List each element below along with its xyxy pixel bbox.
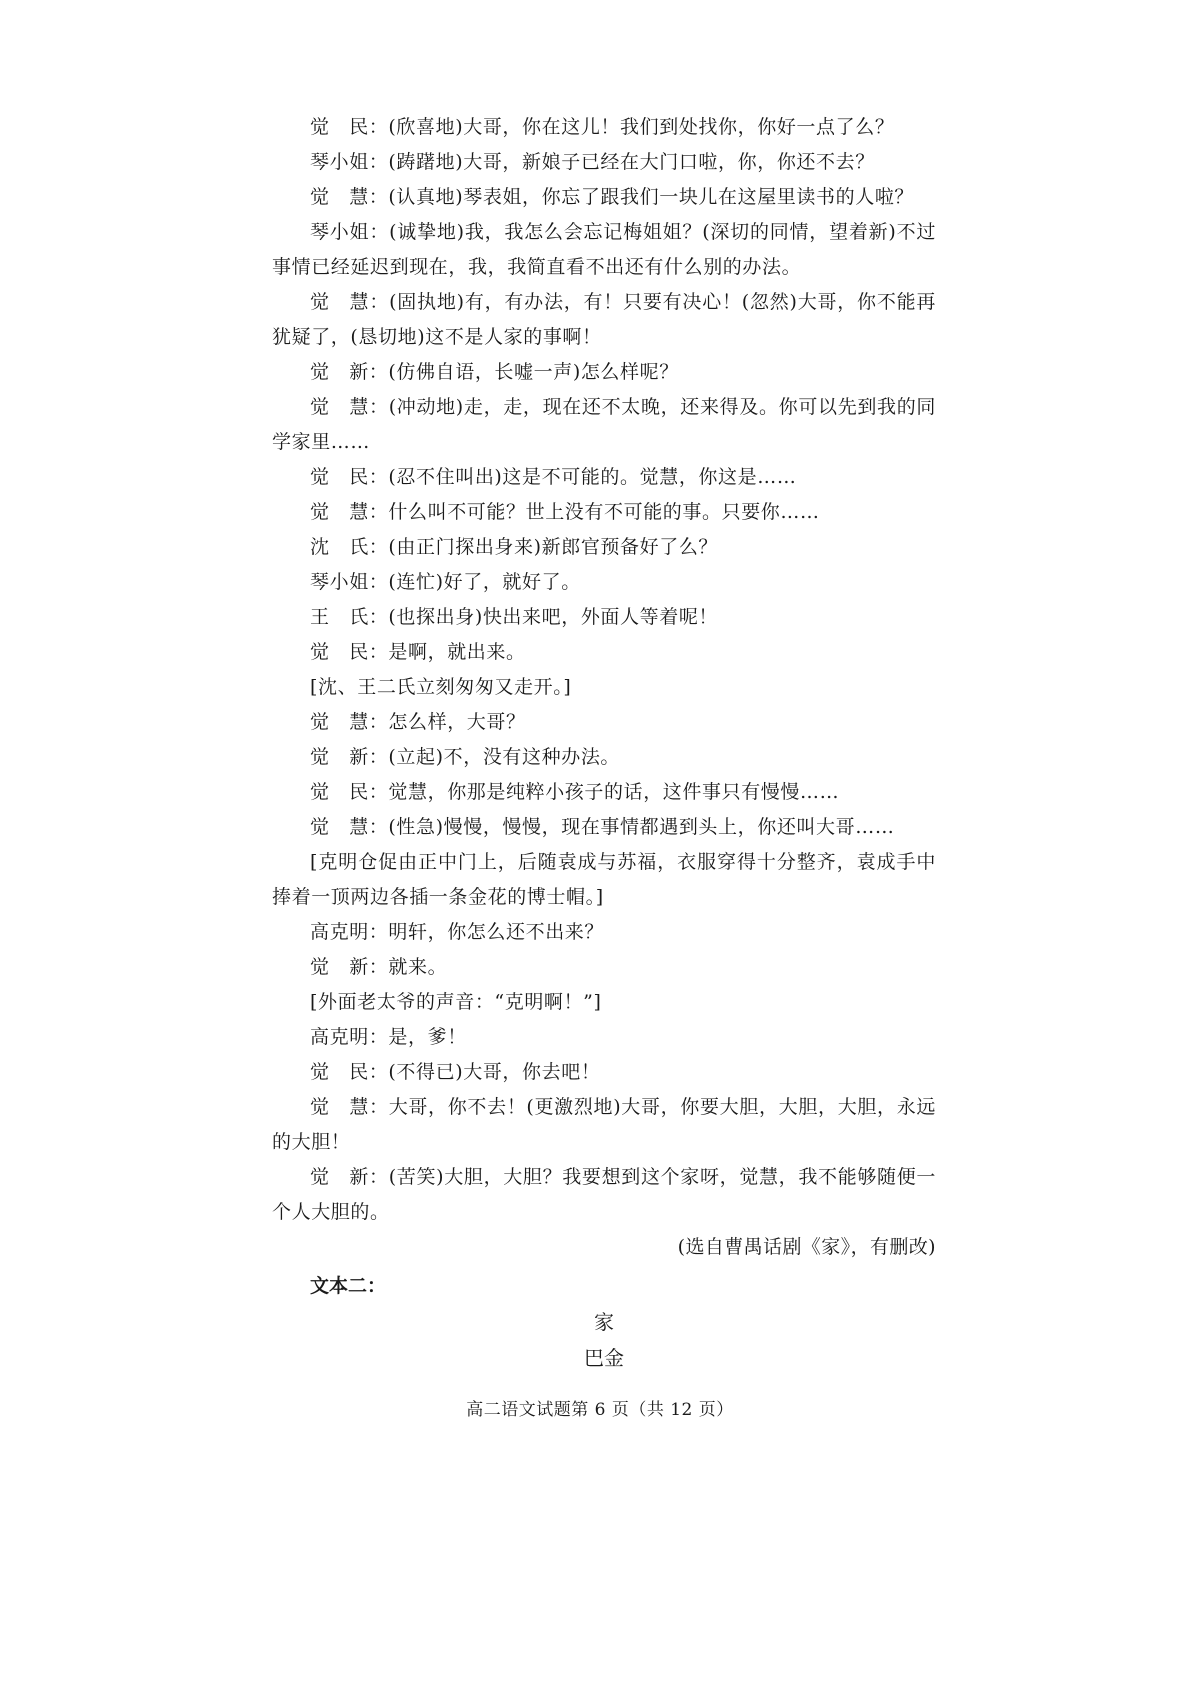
dialogue-line: 觉 慧：什么叫不可能？世上没有不可能的事。只要你…… [310, 501, 820, 523]
dialogue-line: 觉 慧：怎么样，大哥？ [310, 711, 526, 733]
dialogue-line: 高克明：明轩，你怎么还不出来？ [310, 921, 605, 943]
document-body [272, 110, 936, 1376]
dialogue-line: 觉 慧：(固执地)有，有办法，有！只要有决心！(忽然)大哥，你不能再犹疑了，(恳切地)这不是人家的事啊！ [272, 291, 936, 348]
dialogue-line: 觉 新：(仿佛自语，长嘘一声)怎么样呢？ [310, 361, 679, 383]
dialogue-line: 高克明：是，爹！ [310, 1026, 467, 1048]
section-label: 文本二： [310, 1275, 387, 1297]
dialogue-line: 觉 民：是啊，就出来。 [310, 641, 526, 663]
stage-direction: [克明仓促由正中门上，后随袁成与苏福，衣服穿得十分整齐，袁成手中捧着一顶两边各插一条金花的博士帽。] [272, 851, 936, 908]
passage-author: 巴金 [584, 1346, 624, 1370]
stage-direction: [沈、王二氏立刻匆匆又走开。] [310, 676, 572, 698]
passage-title: 家 [594, 1310, 614, 1334]
dialogue-line: 觉 慧：(性急)慢慢，慢慢，现在事情都遇到头上，你还叫大哥…… [310, 816, 895, 838]
dialogue-line: 琴小姐：(连忙)好了，就好了。 [310, 571, 581, 593]
source-citation: (选自曹禺话剧《家》，有删改) [677, 1236, 936, 1258]
dialogue-line: 觉 新：(苦笑)大胆，大胆？我要想到这个家呀，觉慧，我不能够随便一个人大胆的。 [272, 1166, 936, 1223]
page-footer: 高二语文试题第 6 页（共 12 页） [466, 1400, 734, 1420]
stage-direction: [外面老太爷的声音：“克明啊！”] [310, 991, 602, 1013]
dialogue-line: 觉 新：(立起)不，没有这种办法。 [310, 746, 621, 768]
dialogue-line: 琴小姐：(踌躇地)大哥，新娘子已经在大门口啦，你，你还不去？ [310, 151, 875, 173]
dialogue-line: 觉 慧：大哥，你不去！(更激烈地)大哥，你要大胆，大胆，大胆，永远的大胆！ [272, 1096, 936, 1153]
dialogue-line: 觉 慧：(冲动地)走，走，现在还不太晚，还来得及。你可以先到我的同学家里…… [272, 396, 936, 453]
dialogue-line: 觉 慧：(认真地)琴表姐，你忘了跟我们一块儿在这屋里读书的人啦？ [310, 186, 915, 208]
dialogue-line: 觉 民：(不得已)大哥，你去吧！ [310, 1061, 601, 1083]
dialogue-line: 沈 氏：(由正门探出身来)新郎官预备好了么？ [310, 536, 719, 558]
dialogue-line: 王 氏：(也探出身)快出来吧，外面人等着呢！ [310, 606, 719, 628]
dialogue-line: 觉 民：(忍不住叫出)这是不可能的。觉慧，你这是…… [310, 466, 797, 488]
dialogue-line: 觉 民：(欣喜地)大哥，你在这儿！我们到处找你，你好一点了么？ [310, 116, 895, 138]
dialogue-line: 觉 民：觉慧，你那是纯粹小孩子的话，这件事只有慢慢…… [310, 781, 840, 803]
dialogue-line: 琴小姐：(诚挚地)我，我怎么会忘记梅姐姐？(深切的同情，望着新)不过事情已经延迟到现在，我，我简直看不出还有什么别的办法。 [272, 221, 936, 278]
dialogue-line: 觉 新：就来。 [310, 956, 448, 978]
